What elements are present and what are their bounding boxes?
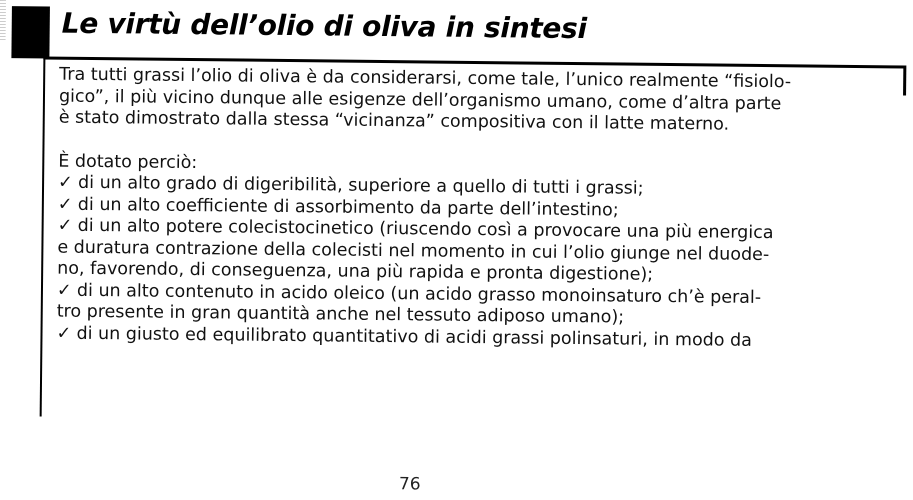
checkmark-icon: ✓ [57,194,73,215]
list-item-text: di un giusto ed equilibrato quantitativo di acidi grassi polinsaturi, in modo da [76,323,753,351]
title-marker-block [11,6,50,58]
checkmark-icon: ✓ [57,215,73,236]
intro-line: Tra tutti grassi l’olio di oliva è da considerarsi, come tale, l’unico realmente “fisiolo- [59,64,792,93]
list-item-continuation: tro presente in gran quantità anche nel tessuto adiposo umano); [56,301,625,328]
list-item-text: di un alto potere colecistocinetico (riuscendo così a provocare una più energica [77,215,774,244]
checkmark-icon: ✓ [56,323,72,344]
scan-edge-artifact [0,0,6,40]
page-number: 76 [398,474,421,495]
box-left-rule [40,56,46,416]
list-item-continuation: e duratura contrazione della colecisti nel momento in cui l’olio giunge nel duode- [57,237,770,265]
checkmark-icon: ✓ [56,280,72,301]
list-item-text: di un alto contenuto in acido oleico (un acido grasso monoinsaturo ch’è peral- [76,280,762,308]
list-intro: È dotato perciò: [58,151,198,173]
box-right-rule [903,65,906,95]
section-title: Le virtù dell’olio di oliva in sintesi [61,6,587,46]
intro-line: gico”, il più vicino dunque alle esigenze dell’organismo umano, come d’altra parte [58,86,782,114]
list-item-text: di un alto grado di digeribilità, superiore a quello di tutti i grassi; [77,172,644,199]
list-item-text: di un alto coefficiente di assorbimento da parte dell’intestino; [77,194,619,220]
list-item-continuation: no, favorendo, di conseguenza, una più rapida e pronta digestione); [57,258,654,285]
checkmark-icon: ✓ [57,172,73,193]
intro-line: è stato dimostrato dalla stessa “vicinanza” compositiva con il latte materno. [58,107,730,135]
body-text [56,65,859,353]
